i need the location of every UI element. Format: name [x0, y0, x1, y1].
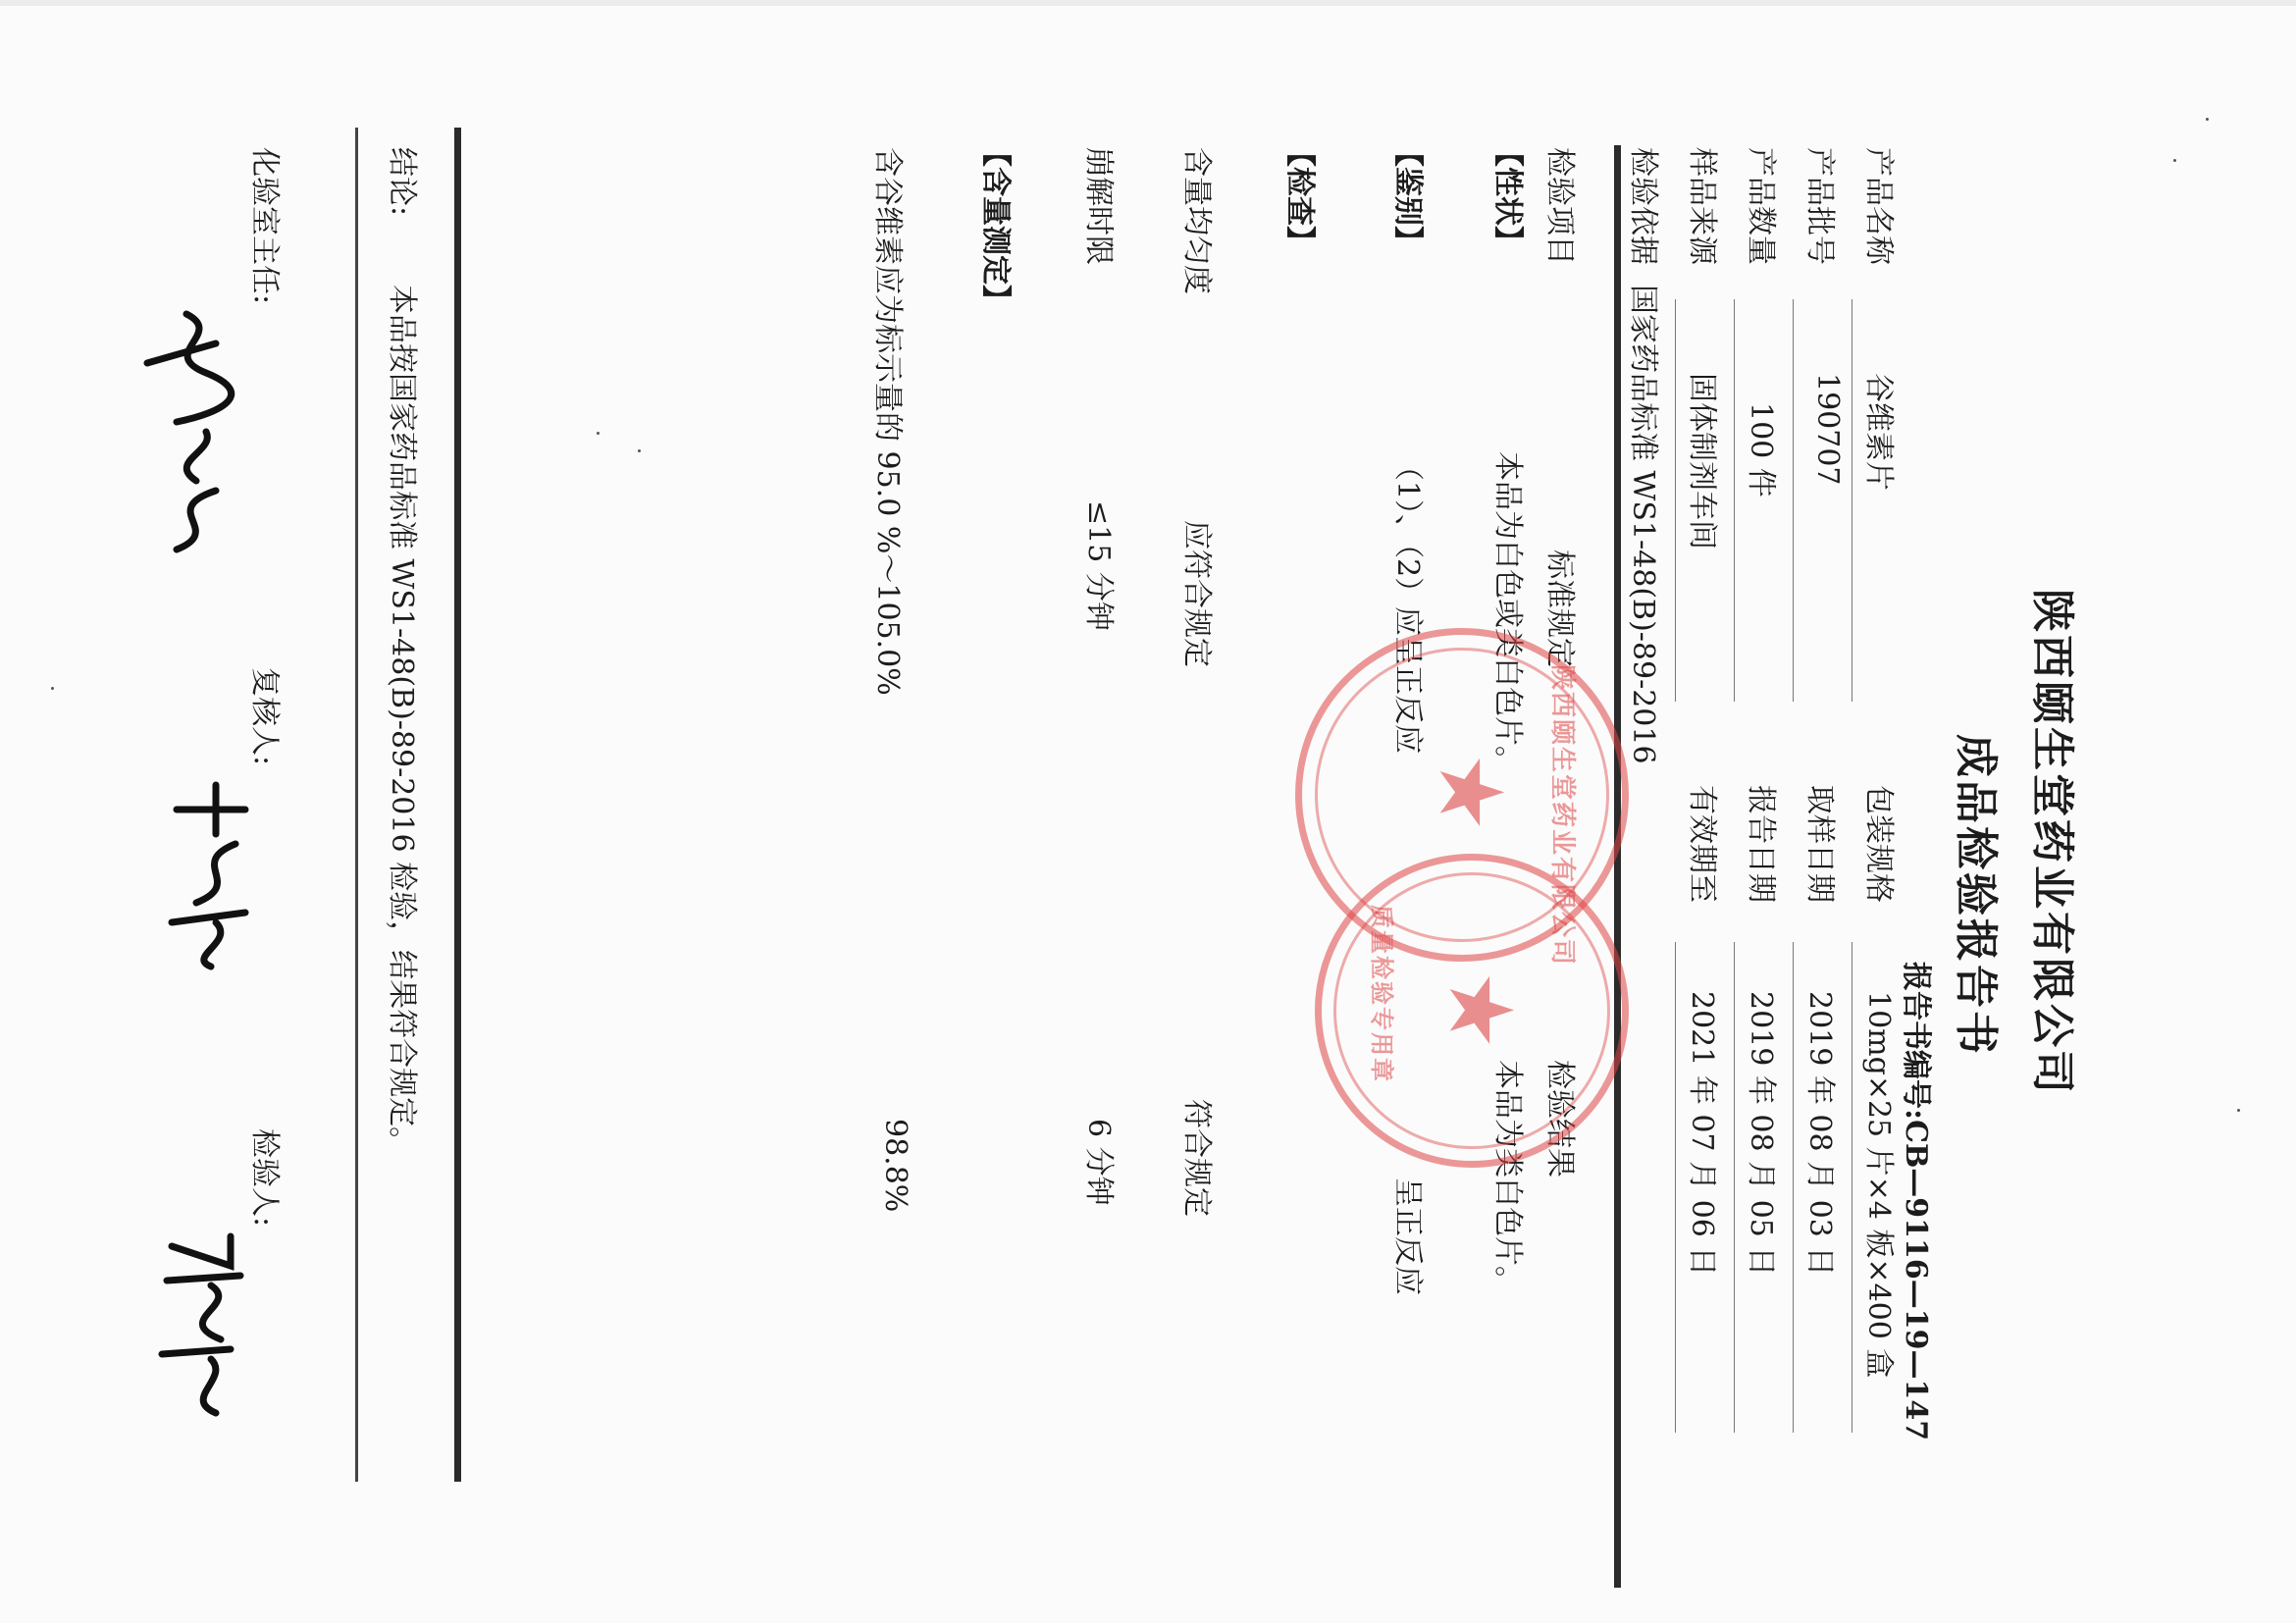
row-item: 崩解时限 — [1081, 147, 1116, 265]
source-value: 固体制剂车间 — [1685, 373, 1719, 550]
product-name-value: 谷维素片 — [1861, 373, 1896, 491]
inspector-signature — [152, 1227, 260, 1423]
inspector-label: 检验人: — [247, 1128, 282, 1228]
report-number-value: CB—9116—19—147 — [1899, 1120, 1933, 1441]
director-signature — [137, 304, 245, 559]
row-standard: ≤15 分钟 — [1081, 500, 1116, 631]
reviewer-label: 复核人: — [247, 667, 282, 766]
reviewer-signature — [157, 775, 265, 971]
row-result: 符合规定 — [1179, 1099, 1214, 1217]
row-standard: 应符合规定 — [1179, 520, 1214, 667]
package-value: 10mg×25 片×4 板×400 盒 — [1861, 991, 1896, 1379]
report-date-label: 报告日期 — [1744, 785, 1778, 903]
seal-text: 陕西颐生堂药业有限公司 — [1547, 664, 1577, 968]
column-header-item: 检验项目 — [1542, 147, 1577, 265]
row-item: 【鉴别】 — [1390, 137, 1425, 255]
basis-value: 国家药品标准 WS1-48(B)-89-2016 — [1626, 285, 1660, 764]
section-rule — [454, 128, 461, 1482]
conclusion-label: 结论: — [385, 147, 419, 217]
report-number — [1898, 962, 1941, 1440]
row-item: 含谷维素应为标示量的 95.0 %～105.0% — [870, 147, 905, 696]
conclusion-text: 本品按国家药品标准 WS1-48(B)-89-2016 检验，结果符合规定。 — [385, 285, 419, 1157]
document-title: 成品检验报告书 — [1951, 734, 2001, 1057]
expiry-value: 2021 年 07 月 06 日 — [1685, 991, 1719, 1277]
row-result: 本品为类白色片。 — [1490, 1060, 1525, 1295]
quantity-label: 产品数量 — [1744, 147, 1778, 265]
source-label: 样品来源 — [1685, 147, 1719, 265]
column-header-standard: 标准规定 — [1542, 550, 1577, 667]
underline — [1734, 299, 1735, 702]
column-header-result: 检验结果 — [1542, 1060, 1577, 1178]
row-item: 【性状】 — [1490, 137, 1525, 255]
row-item: 【含量测定】 — [978, 137, 1013, 314]
section-rule — [355, 128, 358, 1482]
quantity-value: 100 件 — [1744, 402, 1778, 497]
seal-inner-text: 质量检验专用章 — [1368, 905, 1396, 1083]
row-item: 【检查】 — [1282, 137, 1317, 255]
sample-date-label: 取样日期 — [1802, 785, 1837, 903]
underline — [1793, 942, 1794, 1433]
director-label: 化验室主任: — [247, 147, 282, 305]
batch-value: 190707 — [1810, 373, 1845, 486]
report-date-value: 2019 年 08 月 05 日 — [1744, 991, 1778, 1277]
underline — [1675, 299, 1676, 702]
expiry-label: 有效期至 — [1685, 785, 1719, 903]
row-item: 含量均匀度 — [1179, 147, 1214, 294]
row-result: 98.8% — [878, 1119, 913, 1213]
section-rule — [1614, 145, 1621, 1588]
row-result: 呈正反应 — [1390, 1178, 1425, 1295]
underline — [1793, 299, 1794, 702]
report-number-label: 报告书编号: — [1899, 962, 1933, 1121]
package-label: 包装规格 — [1861, 785, 1896, 903]
company-name: 陕西颐生堂药业有限公司 — [2027, 589, 2077, 1096]
batch-label: 产品批号 — [1802, 147, 1837, 265]
row-standard: 本品为白色或类白色片。 — [1490, 451, 1525, 775]
row-result: 6 分钟 — [1081, 1119, 1116, 1206]
product-name-label: 产品名称 — [1861, 147, 1896, 265]
company-seal — [1315, 854, 1629, 1168]
seal-star-icon: ★ — [1429, 970, 1532, 1050]
basis-label: 检验依据 — [1626, 147, 1660, 265]
underline — [1734, 942, 1735, 1433]
underline — [1675, 942, 1676, 1433]
row-standard: （1）、（2）应呈正反应 — [1390, 451, 1425, 755]
sample-date-value: 2019 年 08 月 03 日 — [1802, 991, 1837, 1277]
seal-star-icon: ★ — [1419, 753, 1522, 832]
